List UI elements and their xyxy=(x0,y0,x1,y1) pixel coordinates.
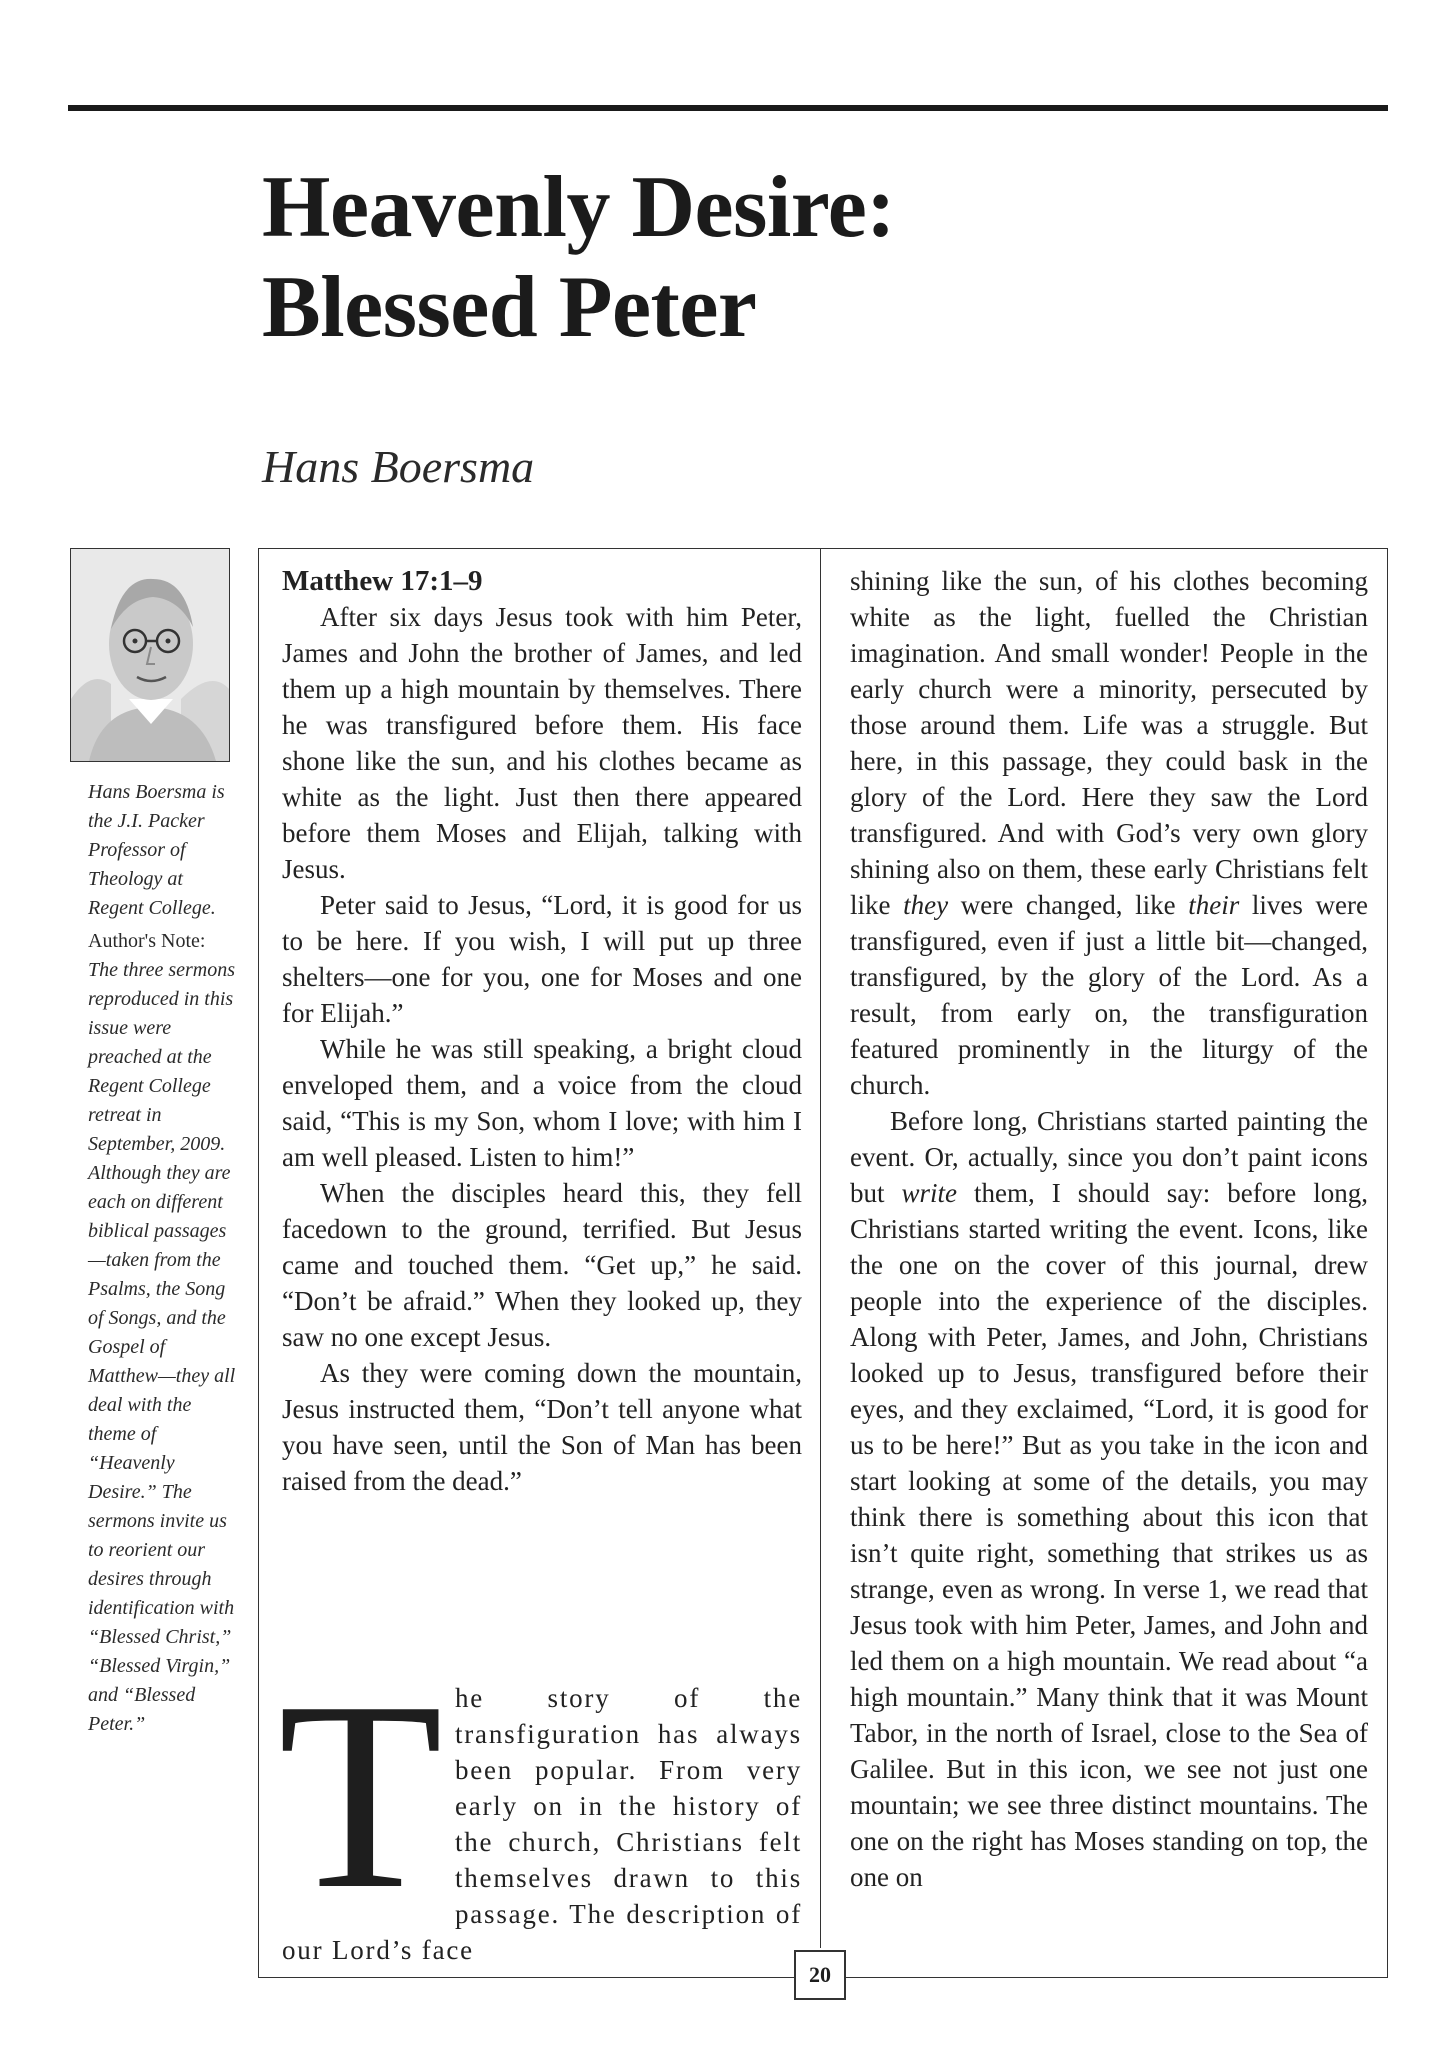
author-name: Hans Boersma xyxy=(262,441,535,492)
text-run: them, I should say: before long, Christians started writing the event. Icons, like the one on the cover of this journal, drew people into the experience of the disciples. Along with Peter, James, and John, Christians looked up to Jesus, transfigured before their eyes, and they exclaimed, “Lord, it is good for us to be here!” But as you take in the icon and start looking at some of the details, you may think there is something about this icon that isn’t quite right, something that strikes us as strange, even as wrong. In verse 1, we read that Jesus took with him Peter, James, and John and led them on a high mountain. We read about “a high mountain.” Many think that it was Mount Tabor, in the north of Israel, close to the Sea of Galilee. But in this icon, we see not just one mountain; we see three distinct mountains. The one on the right has Moses standing on top, the one on xyxy=(850,1178,1368,1892)
frame-bottom-border-right xyxy=(846,1977,1388,1978)
frame-top-border xyxy=(258,548,1388,549)
author-portrait-image xyxy=(71,549,229,761)
authors-note-text: The three sermons reproduced in this issue were preached at the Regent College retreat in September, 2009. Although they are each on different biblical passages—taken from the Psalms, the Song of Songs, and the Gospel of Matthew—they all deal with the theme of “Heavenly Desire.” The sermons invite us to reorient our desires through identification with “Blessed Christ,” “Blessed Virgin,” and “Blessed Peter.” xyxy=(88,959,236,1735)
body-paragraph xyxy=(850,1103,1368,1895)
scripture-paragraph: As they were coming down the mountain, Jesus instructed them, “Don’t tell anyone what you have seen, until the Son of Man has been raised from the dead.” xyxy=(282,1358,802,1496)
article-title xyxy=(262,158,895,358)
page-number: 20 xyxy=(794,1950,846,2000)
title-line-1: Heavenly Desire: xyxy=(262,159,896,256)
emphasis-they: they xyxy=(903,890,949,920)
scripture-paragraph: While he was still speaking, a bright cloud enveloped them, and a voice from the cloud said, “This is my Son, whom I love; with him I am well pleased. Listen to him!” xyxy=(282,1034,802,1172)
top-rule xyxy=(68,105,1388,111)
drop-cap-letter: T xyxy=(278,1646,443,1945)
text-run: lives were transfigured, even if just a little bit—changed, transfigured, by the glory of the Lord. As a result, from early on, the transfiguration featured prominently in the liturgy of the church. xyxy=(850,890,1368,1100)
scripture-reference: Matthew 17:1–9 xyxy=(282,565,483,597)
title-line-2: Blessed Peter xyxy=(262,259,757,356)
scripture-column xyxy=(282,563,802,1499)
text-run: were changed, like xyxy=(948,890,1189,920)
body-column-right xyxy=(850,563,1368,1895)
opening-paragraph xyxy=(278,1646,802,1968)
text-run: Before long, Christians started painting the event. Or, actually, since you don’t paint icons but xyxy=(850,1106,1368,1208)
author-photo xyxy=(70,548,230,762)
frame-left-border xyxy=(258,548,259,1978)
emphasis-write: write xyxy=(901,1178,958,1208)
author-sidebar xyxy=(88,778,238,1739)
scripture-paragraph: After six days Jesus took with him Peter, James and John the brother of James, and led them up a high mountain by themselves. There he was transfigured before them. His face shone like the sun, and his clothes became as white as the light. Just then there appeared before them Moses and Elijah, talking with Jesus. xyxy=(282,602,802,884)
frame-right-border xyxy=(1387,548,1388,1978)
text-run: shining like the sun, of his clothes becoming white as the light, fuelled the Christian imagination. And small wonder! People in the early church were a minority, persecuted by those around them. Life was a struggle. But here, in this passage, they could bask in the glory of the Lord. Here they saw the Lord transfigured. And with God’s very own glory shining also on them, these early Christians felt like xyxy=(850,566,1368,920)
emphasis-their: their xyxy=(1188,890,1240,920)
author-bio: Hans Boersma is the J.I. Packer Professor of Theology at Regent College. xyxy=(88,781,225,919)
body-paragraph xyxy=(850,563,1368,1103)
scripture-paragraph: Peter said to Jesus, “Lord, it is good for us to be here. If you wish, I will put up three shelters—one for you, one for Moses and one for Elijah.” xyxy=(282,890,802,1028)
scripture-paragraph: When the disciples heard this, they fell facedown to the ground, terrified. But Jesus came and touched them. “Get up,” he said. “Don’t be afraid.” When they looked up, they saw no one except Jesus. xyxy=(282,1178,802,1352)
authors-note-label: Author's Note: xyxy=(88,930,206,952)
frame-bottom-border-left xyxy=(258,1977,794,1978)
column-divider xyxy=(820,548,821,1948)
opening-text: he story of the transfiguration has always been popular. From very early on in the history of the church, Christians felt themselves drawn to this passage. The description of our Lord’s face xyxy=(282,1683,802,1965)
